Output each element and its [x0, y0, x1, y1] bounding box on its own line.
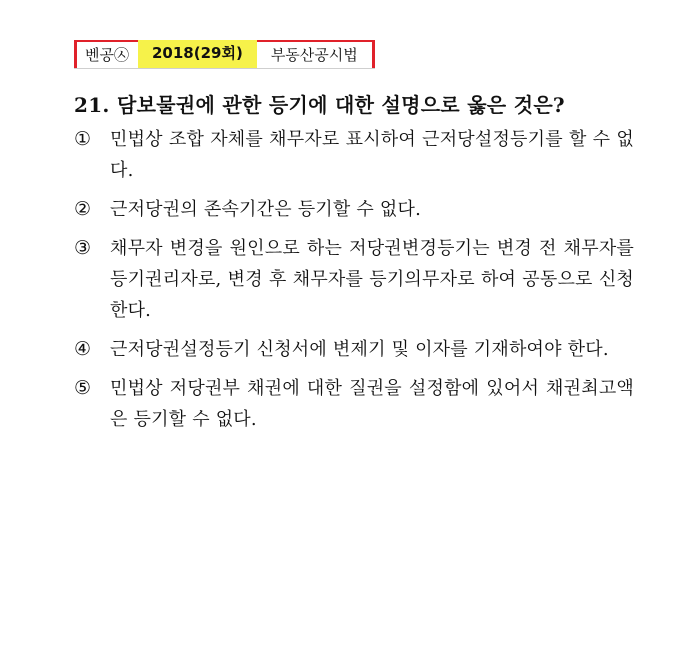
answer-option-5: [74, 373, 634, 435]
answer-option-2: [74, 194, 634, 225]
exam-source-tag: [74, 40, 375, 69]
option-number: ⑤: [74, 377, 92, 399]
option-text: 채무자 변경을 원인으로 하는 저당권변경등기는 변경 전 채무자를 등기권리자로, 변경 후 채무자를 등기의무자로 하여 공동으로 신청한다.: [110, 238, 634, 321]
exam-year-label: 2018(29회): [138, 40, 257, 68]
subject-label: 벤공㉦: [74, 40, 138, 68]
course-label: 부동산공시법: [257, 40, 375, 68]
question-stem: 21. 담보물권에 관한 등기에 대한 설명으로 옳은 것은?: [74, 93, 565, 117]
option-text: 민법상 조합 자체를 채무자로 표시하여 근저당설정등기를 할 수 없다.: [110, 129, 634, 181]
answer-option-3: [74, 233, 634, 326]
answer-option-4: [74, 334, 634, 365]
option-number: ②: [74, 198, 92, 220]
answer-option-1: [74, 124, 634, 186]
option-text: 근저당권설정등기 신청서에 변제기 및 이자를 기재하여야 한다.: [110, 339, 609, 360]
option-number: ④: [74, 338, 92, 360]
answer-options: [74, 124, 634, 443]
option-number: ①: [74, 128, 92, 150]
option-number: ③: [74, 237, 92, 259]
option-text: 근저당권의 존속기간은 등기할 수 없다.: [110, 199, 422, 220]
option-text: 민법상 저당권부 채권에 대한 질권을 설정함에 있어서 채권최고액은 등기할 수 없다.: [110, 378, 634, 430]
